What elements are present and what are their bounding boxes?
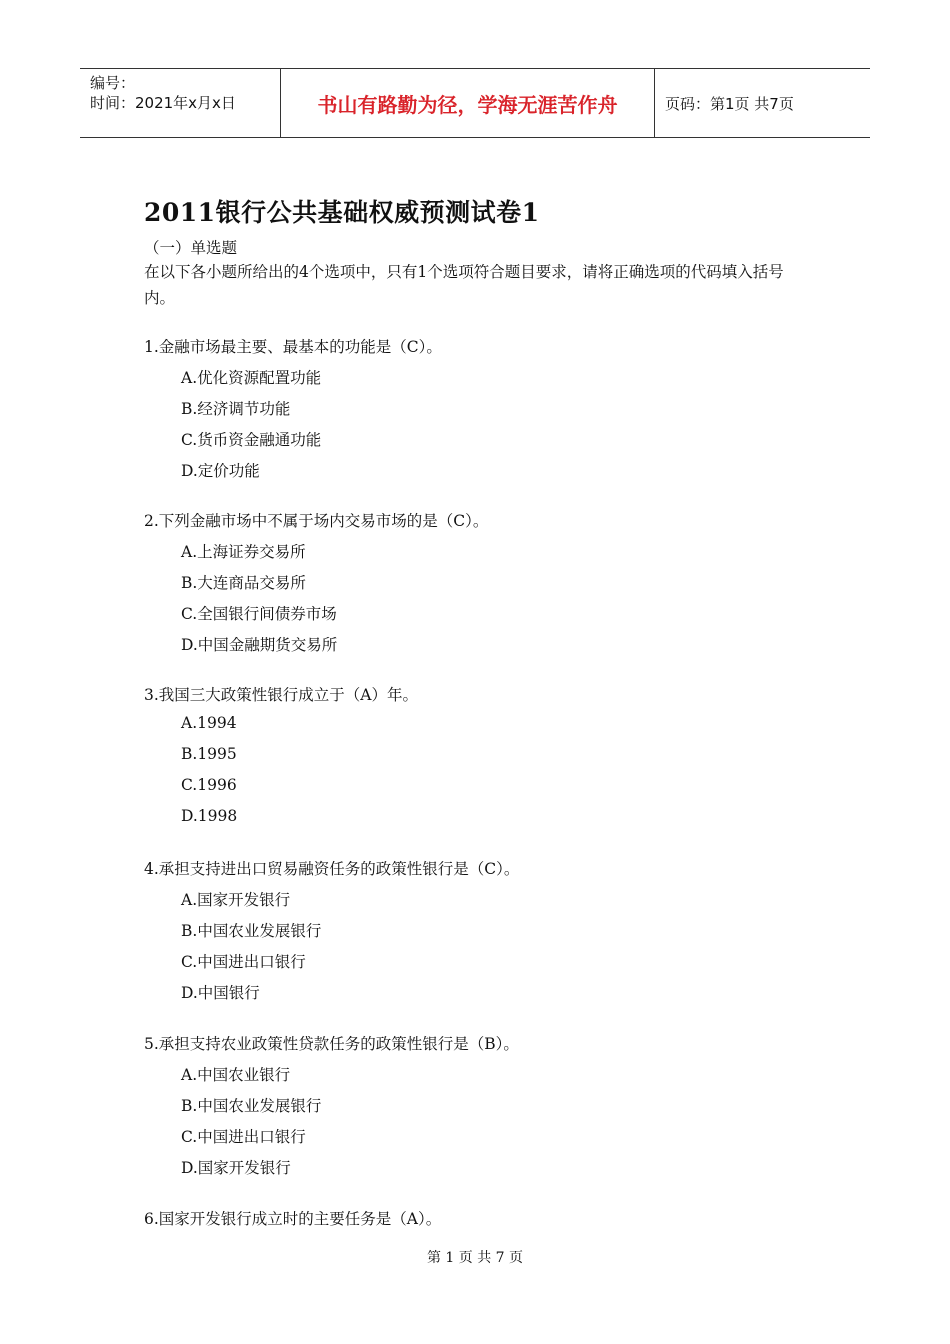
time-label: 时间：2021年x月x日 — [90, 94, 236, 112]
question-3-option-a: A.1994 — [181, 714, 237, 732]
section-heading: （一）单选题 — [144, 239, 238, 257]
question-5: 5.承担支持农业政策性贷款任务的政策性银行是（B）。 — [144, 1035, 519, 1053]
document-title: 2011银行公共基础权威预测试卷1 — [144, 198, 540, 227]
question-3-option-c: C.1996 — [181, 776, 237, 794]
question-1-option-a: A.优化资源配置功能 — [181, 369, 322, 387]
page-header — [80, 68, 870, 138]
question-4-option-d: D.中国银行 — [181, 984, 260, 1002]
question-1-option-c: C.货币资金融通功能 — [181, 431, 322, 449]
header-page-info: 页码：第1页 共7页 — [665, 94, 794, 113]
question-4-option-a: A.国家开发银行 — [181, 891, 291, 909]
question-4-option-b: B.中国农业发展银行 — [181, 922, 322, 940]
question-3: 3.我国三大政策性银行成立于（A）年。 — [144, 686, 418, 704]
question-6: 6.国家开发银行成立时的主要任务是（A）。 — [144, 1210, 442, 1228]
header-motto: 书山有路勤为径，学海无涯苦作舟 — [281, 69, 655, 137]
question-2-option-d: D.中国金融期货交易所 — [181, 636, 338, 654]
question-1-option-d: D.定价功能 — [181, 462, 260, 480]
page-footer: 第 1 页 共 7 页 — [426, 1250, 524, 1266]
question-4: 4.承担支持进出口贸易融资任务的政策性银行是（C）。 — [144, 860, 520, 878]
question-5-option-d: D.国家开发银行 — [181, 1159, 291, 1177]
question-2: 2.下列金融市场中不属于场内交易市场的是（C）。 — [144, 512, 489, 530]
header-meta — [80, 69, 281, 137]
question-5-option-c: C.中国进出口银行 — [181, 1128, 306, 1146]
question-3-option-d: D.1998 — [181, 807, 238, 825]
question-1: 1.金融市场最主要、最基本的功能是（C）。 — [144, 338, 442, 356]
number-label: 编号： — [90, 74, 136, 92]
question-1-option-b: B.经济调节功能 — [181, 400, 291, 418]
instruction-text: 在以下各小题所给出的4个选项中，只有1个选项符合题目要求，请将正确选项的代码填入括号内。 — [144, 263, 784, 307]
question-3-option-b: B.1995 — [181, 745, 237, 763]
question-2-option-c: C.全国银行间债券市场 — [181, 605, 337, 623]
question-2-option-a: A.上海证券交易所 — [181, 543, 306, 561]
question-2-option-b: B.大连商品交易所 — [181, 574, 306, 592]
question-5-option-b: B.中国农业发展银行 — [181, 1097, 322, 1115]
question-5-option-a: A.中国农业银行 — [181, 1066, 291, 1084]
question-4-option-c: C.中国进出口银行 — [181, 953, 306, 971]
